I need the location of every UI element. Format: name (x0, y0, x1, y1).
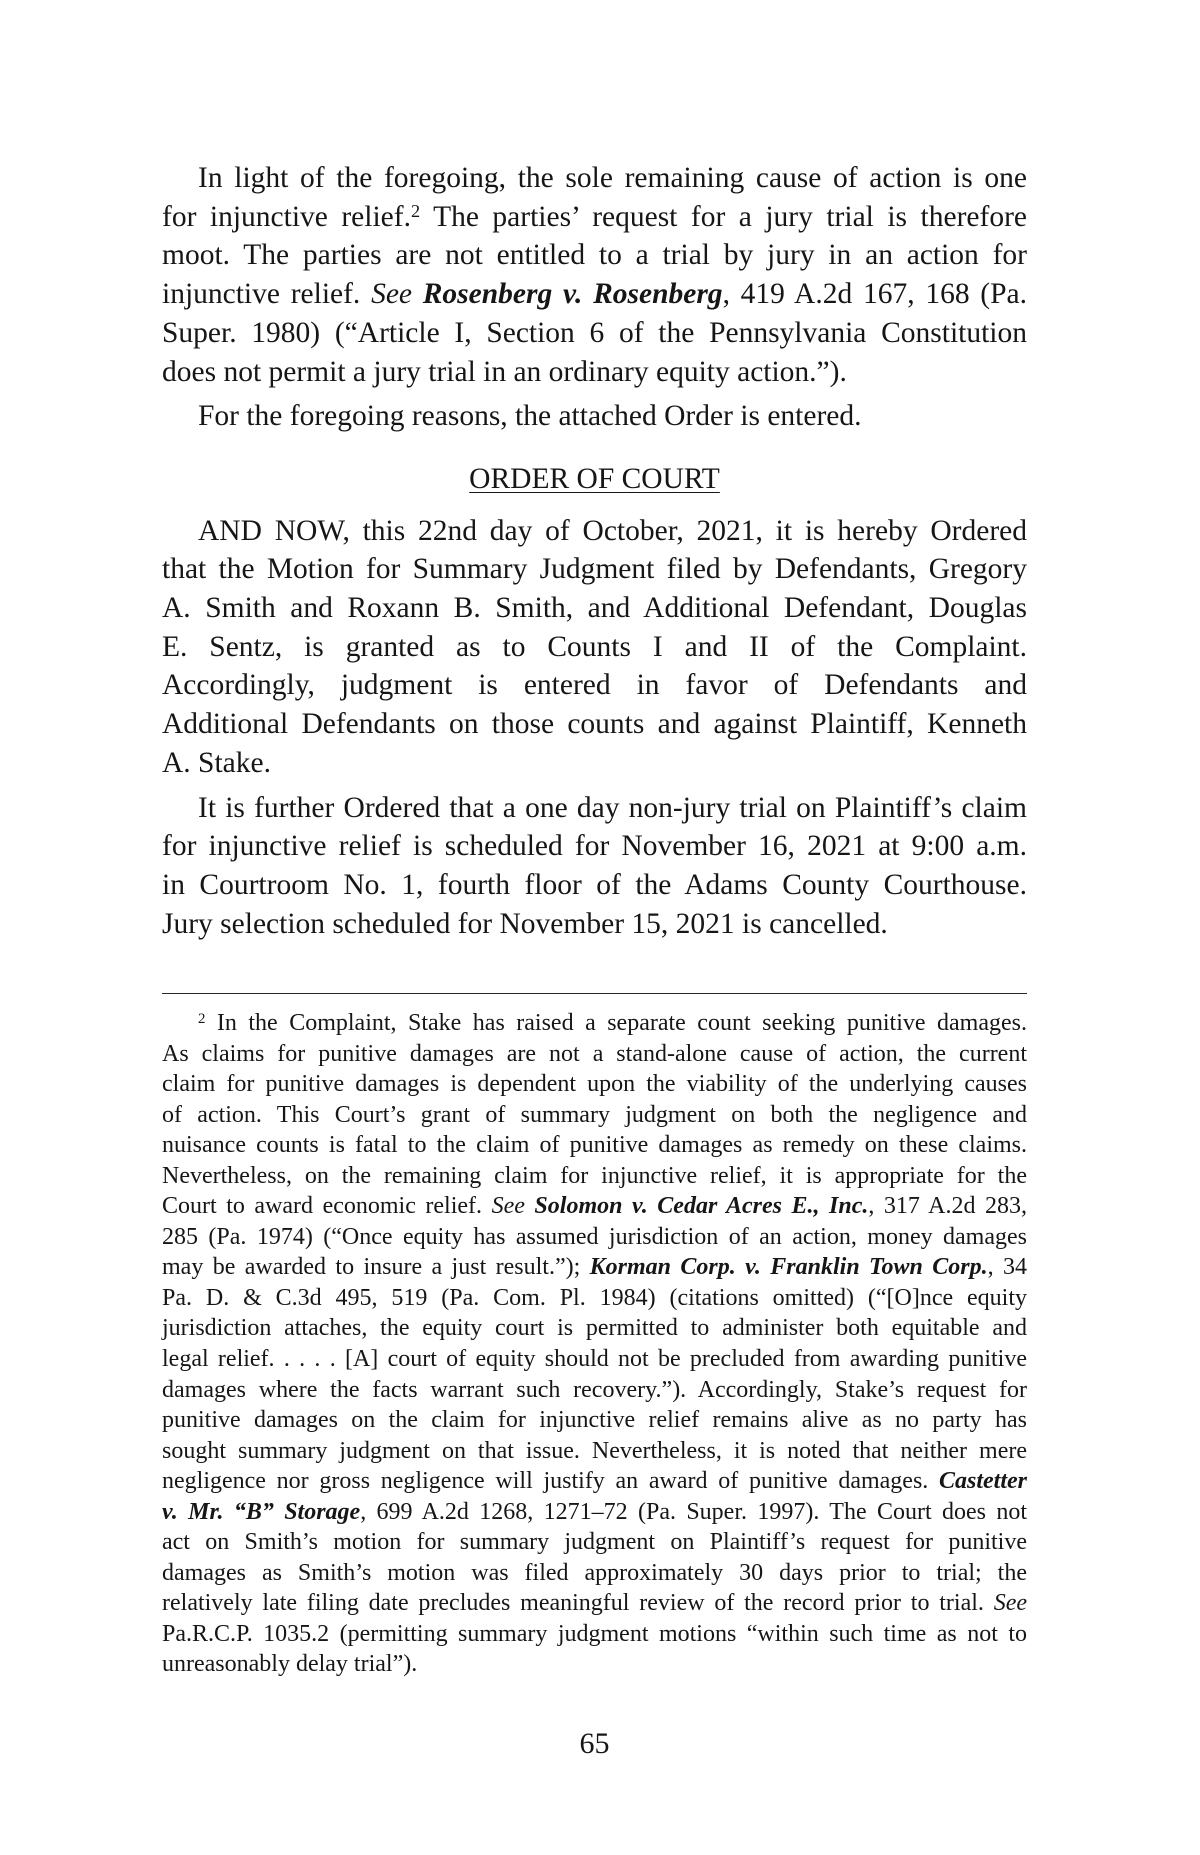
line-text: In the Complaint, Stake has raised a separate count seeking punitive damages. (205, 1010, 1027, 1036)
text-line: nuisance counts is fatal to the claim of punitive damages as remedy on these claims. (162, 1132, 1027, 1159)
footnote-divider (162, 993, 1027, 994)
text-line: As claims for punitive damages are not a stand-alone cause of action, the current (162, 1040, 1027, 1067)
text-line: E. Sentz, is granted as to Counts I and II of the Complaint. (162, 630, 1027, 663)
text-line: Pa.R.C.P. 1035.2 (permitting summary judgment motions “within such time as not to (162, 1620, 1027, 1647)
paragraph-order-entered (162, 397, 1027, 436)
text-line (162, 1466, 1027, 1497)
text-line: For the foregoing reasons, the attached Order is entered. (198, 400, 862, 433)
text-line: It is further Ordered that a one day non-jury trial on Plaintiff’s claim (198, 791, 1027, 824)
text-line (162, 1588, 1027, 1619)
text-line: Additional Defendants on those counts and against Plaintiff, Kenneth (162, 708, 1027, 741)
text-line (162, 275, 1027, 314)
paragraph-remaining-cause (162, 159, 1027, 391)
line-text: relatively late filing date precludes meaningful review of the record prior to trial. (162, 1590, 994, 1617)
citation-signal: See (491, 1193, 525, 1220)
text-line: Super. 1980) (“Article I, Section 6 of the Pennsylvania Constitution (162, 316, 1027, 349)
line-text: injunctive relief. (162, 278, 372, 311)
line-text: negligence nor gross negligence will justify an award of punitive damages. (162, 1468, 939, 1495)
text-line: A. Smith and Roxann B. Smith, and Additional Defendant, Douglas (162, 592, 1027, 625)
page-number: 65 (579, 1727, 610, 1760)
citation-signal: See (371, 278, 412, 311)
case-name: Castetter (939, 1468, 1027, 1495)
text-line: of action. This Court’s grant of summary judgment on both the negligence and (162, 1101, 1027, 1128)
line-text: may be awarded to insure a just result.”); (162, 1254, 590, 1281)
text-line: does not permit a jury trial in an ordinary equity action.”). (162, 355, 847, 388)
footnote (162, 1008, 1027, 1680)
text-line: Pa. D. & C.3d 495, 519 (Pa. Com. Pl. 1984) (citations omitted) (“[O]nce equity (162, 1284, 1027, 1311)
text-line: punitive damages on the claim for injunctive relief remains alive as no party has (162, 1407, 1027, 1434)
line-text: The parties’ request for a jury trial is therefore (420, 200, 1027, 233)
line-text: , 317 A.2d 283, (868, 1193, 1027, 1220)
text-line: in Courtroom No. 1, fourth floor of the Adams County Courthouse. (162, 868, 1027, 901)
order-heading: ORDER OF COURT (469, 462, 720, 495)
text-line (162, 1191, 1027, 1222)
text-line: moot. The parties are not entitled to a trial by jury in an action for (162, 239, 1027, 272)
footnote-number: 2 (198, 1010, 206, 1027)
text-line: claim for punitive damages is dependent upon the viability of the underlying causes (162, 1071, 1027, 1098)
text-line: for injunctive relief is scheduled for November 16, 2021 at 9:00 a.m. (162, 830, 1027, 863)
paragraph-trial-scheduling (162, 789, 1027, 944)
line-text: , 34 (987, 1254, 1028, 1281)
case-name: Solomon v. Cedar Acres E., Inc. (524, 1193, 869, 1220)
text-line: Nevertheless, on the remaining claim for injunctive relief, it is appropriate for the (162, 1162, 1027, 1189)
text-line: Jury selection scheduled for November 15, 2021 is cancelled. (162, 907, 888, 940)
text-line: A. Stake. (162, 746, 271, 779)
paragraph-order-summary-judgment (162, 512, 1027, 783)
text-line: jurisdiction attaches, the equity court is permitted to administer both equitable and (162, 1315, 1027, 1342)
text-line: In light of the foregoing, the sole remaining cause of action is one (198, 162, 1027, 194)
line-text: , 699 A.2d 1268, 1271–72 (Pa. Super. 1997). The Court does not (360, 1498, 1027, 1525)
text-line: 285 (Pa. 1974) (“Once equity has assumed jurisdiction of an action, money damages (162, 1223, 1027, 1250)
citation-signal: See (993, 1590, 1027, 1617)
text-line: damages where the facts warrant such recovery.”). Accordingly, Stake’s request for (162, 1376, 1027, 1403)
text-line (162, 1497, 1027, 1528)
case-name: Korman Corp. v. Franklin Town Corp. (589, 1254, 988, 1281)
text-line (162, 1252, 1027, 1283)
footnote-reference: 2 (410, 200, 421, 221)
text-line: unreasonably delay trial”). (162, 1651, 418, 1678)
text-line: sought summary judgment on that issue. Nevertheless, it is noted that neither mere (162, 1437, 1027, 1464)
text-line: damages as Smith’s motion was filed approximately 30 days prior to trial; the (162, 1559, 1027, 1586)
line-text: Court to award economic relief. (162, 1193, 492, 1220)
text-line: act on Smith’s motion for summary judgment on Plaintiff’s request for punitive (162, 1529, 1027, 1556)
text-line (162, 1008, 1027, 1039)
main-text (162, 159, 1027, 949)
case-name: v. Mr. “B” Storage (162, 1498, 361, 1525)
text-line: AND NOW, this 22nd day of October, 2021, it is hereby Ordered (198, 514, 1027, 547)
text-line: that the Motion for Summary Judgment filed by Defendants, Gregory (162, 553, 1027, 586)
text-line: Accordingly, judgment is entered in favor of Defendants and (162, 669, 1027, 702)
text-line (162, 198, 1027, 237)
line-text: for injunctive relief. (162, 200, 411, 233)
text-line: legal relief. . . . . [A] court of equity should not be precluded from awarding punitive (162, 1346, 1027, 1373)
line-text: , 419 A.2d 167, 168 (Pa. (722, 278, 1028, 311)
case-name: Rosenberg v. Rosenberg (412, 278, 723, 311)
